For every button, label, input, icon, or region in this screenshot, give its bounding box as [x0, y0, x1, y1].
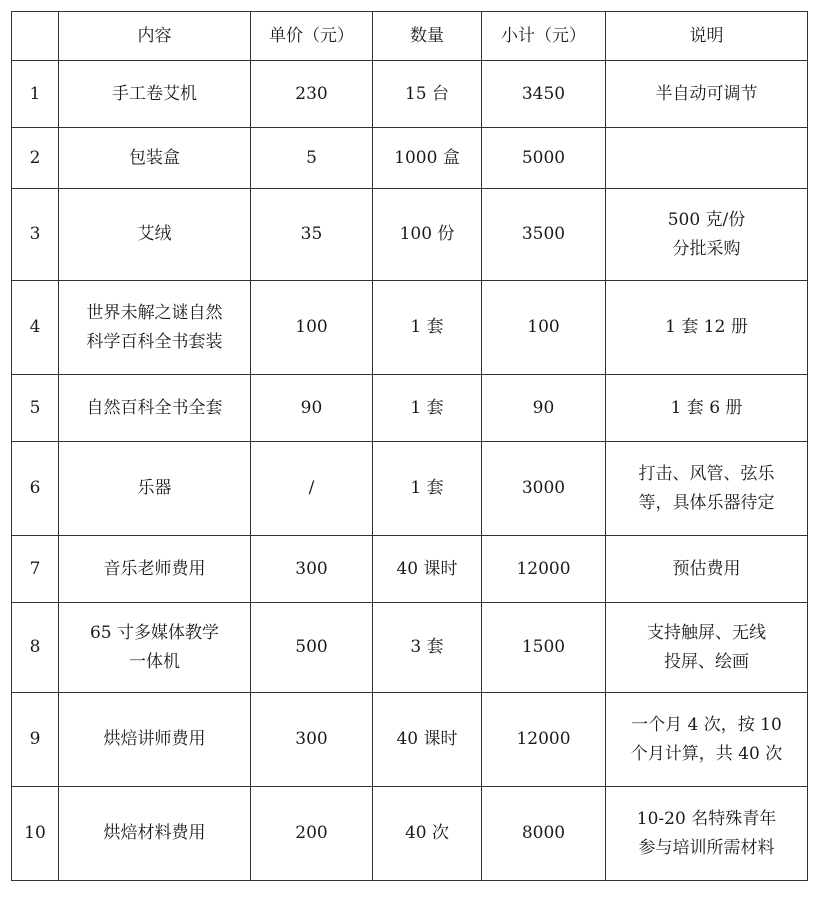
row-number: 1: [12, 61, 59, 128]
row-number: 5: [12, 375, 59, 442]
row-item: 手工卷艾机: [59, 61, 251, 128]
header-number: [12, 12, 59, 61]
header-row: [12, 12, 808, 61]
table-row: [12, 375, 808, 442]
row-quantity: 40 课时: [373, 693, 482, 787]
row-quantity: 3 套: [373, 603, 482, 693]
row-quantity: 1 套: [373, 281, 482, 375]
row-subtotal: 3000: [482, 442, 606, 536]
row-subtotal: 12000: [482, 693, 606, 787]
row-number: 10: [12, 787, 59, 881]
table-row: [12, 787, 808, 881]
row-item: 音乐老师费用: [59, 536, 251, 603]
header-description: 说明: [606, 12, 808, 61]
row-price: 300: [251, 693, 373, 787]
row-item: 艾绒: [59, 189, 251, 281]
row-item: 烘焙材料费用: [59, 787, 251, 881]
row-quantity: 15 台: [373, 61, 482, 128]
row-number: 8: [12, 603, 59, 693]
header-subtotal: 小计（元）: [482, 12, 606, 61]
row-subtotal: 3500: [482, 189, 606, 281]
row-price: 200: [251, 787, 373, 881]
header-unit-price: 单价（元）: [251, 12, 373, 61]
row-quantity: 40 课时: [373, 536, 482, 603]
row-note: 10-20 名特殊青年 参与培训所需材料: [606, 787, 808, 881]
table-row: [12, 693, 808, 787]
row-price: /: [251, 442, 373, 536]
row-note: 预估费用: [606, 536, 808, 603]
row-note: 半自动可调节: [606, 61, 808, 128]
table-row: [12, 61, 808, 128]
row-price: 100: [251, 281, 373, 375]
row-subtotal: 90: [482, 375, 606, 442]
row-item: 自然百科全书全套: [59, 375, 251, 442]
row-note: 1 套 6 册: [606, 375, 808, 442]
row-price: 90: [251, 375, 373, 442]
row-note: 500 克/份 分批采购: [606, 189, 808, 281]
row-note: 打击、风管、弦乐 等，具体乐器待定: [606, 442, 808, 536]
row-price: 35: [251, 189, 373, 281]
row-note: [606, 128, 808, 189]
row-price: 300: [251, 536, 373, 603]
table-row: [12, 128, 808, 189]
row-note: 1 套 12 册: [606, 281, 808, 375]
row-subtotal: 100: [482, 281, 606, 375]
row-item: 烘焙讲师费用: [59, 693, 251, 787]
row-price: 5: [251, 128, 373, 189]
row-number: 7: [12, 536, 59, 603]
row-price: 230: [251, 61, 373, 128]
row-subtotal: 5000: [482, 128, 606, 189]
row-number: 3: [12, 189, 59, 281]
row-quantity: 40 次: [373, 787, 482, 881]
header-content: 内容: [59, 12, 251, 61]
row-note: 一个月 4 次，按 10 个月计算，共 40 次: [606, 693, 808, 787]
row-item: 世界未解之谜自然 科学百科全书套装: [59, 281, 251, 375]
budget-table: [11, 11, 808, 881]
row-number: 2: [12, 128, 59, 189]
table-row: [12, 189, 808, 281]
row-quantity: 1000 盒: [373, 128, 482, 189]
row-quantity: 1 套: [373, 442, 482, 536]
row-item: 包装盒: [59, 128, 251, 189]
row-number: 4: [12, 281, 59, 375]
row-item: 乐器: [59, 442, 251, 536]
table-row: [12, 603, 808, 693]
row-subtotal: 8000: [482, 787, 606, 881]
row-subtotal: 3450: [482, 61, 606, 128]
row-quantity: 1 套: [373, 375, 482, 442]
row-subtotal: 12000: [482, 536, 606, 603]
row-number: 9: [12, 693, 59, 787]
row-subtotal: 1500: [482, 603, 606, 693]
table-row: [12, 281, 808, 375]
row-price: 500: [251, 603, 373, 693]
table-row: [12, 442, 808, 536]
table-row: [12, 536, 808, 603]
row-note: 支持触屏、无线 投屏、绘画: [606, 603, 808, 693]
row-number: 6: [12, 442, 59, 536]
row-item: 65 寸多媒体教学 一体机: [59, 603, 251, 693]
header-quantity: 数量: [373, 12, 482, 61]
row-quantity: 100 份: [373, 189, 482, 281]
